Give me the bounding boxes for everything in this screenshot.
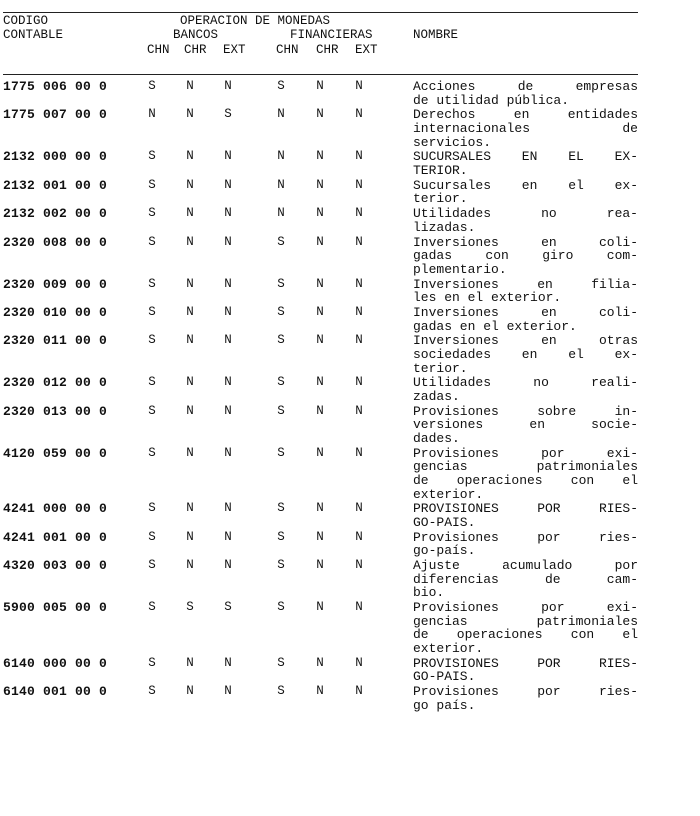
financieras-flag-chr: N	[316, 445, 324, 460]
account-name-line: PROVISIONES POR RIES-	[413, 501, 638, 517]
bancos-flag-ext: N	[224, 305, 232, 319]
account-name-line: versiones en socie-	[413, 417, 638, 433]
financieras-flag-ext: N	[355, 206, 363, 221]
account-code: 4241 000 00 0	[3, 501, 108, 517]
account-name	[413, 334, 638, 375]
financieras-flag-chn: N	[277, 206, 285, 221]
bancos-flag-chn: S	[148, 655, 156, 670]
bancos-flag-chn: S	[148, 501, 156, 516]
account-name-line: GO-PAIS.	[413, 514, 476, 530]
financieras-flag-chr: N	[316, 558, 324, 573]
account-code: 1775 006 00 0	[3, 79, 108, 94]
account-name-line: TERIOR.	[413, 162, 468, 178]
account-name	[413, 207, 638, 234]
bancos-flag-ext: N	[224, 276, 232, 291]
financieras-flag-ext: N	[355, 107, 363, 122]
bancos-flag-chr: N	[186, 333, 194, 348]
top-rule	[3, 12, 638, 13]
financieras-flag-ext: N	[355, 445, 363, 460]
financieras-flag-chn: S	[277, 305, 285, 319]
account-name-line: go país.	[413, 697, 476, 713]
financieras-flag-chr: N	[316, 79, 324, 93]
financieras-flag-chr: N	[316, 276, 324, 291]
bancos-flag-ext: N	[224, 206, 232, 221]
account-code: 2320 009 00 0	[3, 276, 108, 292]
account-name	[413, 601, 638, 655]
bancos-flag-chr: N	[186, 501, 194, 516]
bancos-flag-chr: S	[186, 600, 194, 615]
financieras-flag-chn: S	[277, 333, 285, 348]
header-financieras-chr: CHR	[316, 43, 339, 57]
bancos-flag-chn: S	[148, 600, 156, 615]
header-nombre: NOMBRE	[413, 28, 459, 42]
account-name-line: terior.	[413, 360, 468, 376]
bancos-flag-ext: N	[224, 177, 232, 192]
financieras-flag-chn: S	[277, 79, 285, 93]
bancos-flag-chn: S	[148, 333, 156, 348]
bancos-flag-chn: S	[148, 529, 156, 544]
account-name	[413, 447, 638, 501]
account-name-line: Provisiones sobre in-	[413, 403, 638, 419]
account-code: 2132 001 00 0	[3, 177, 108, 193]
header-financieras: FINANCIERAS	[290, 28, 373, 42]
financieras-flag-ext: N	[355, 177, 363, 192]
bancos-flag-ext: N	[224, 149, 232, 164]
header-financieras-ext: EXT	[355, 43, 378, 57]
financieras-flag-ext: N	[355, 529, 363, 544]
account-name-line: zadas.	[413, 388, 460, 404]
bancos-flag-ext: N	[224, 445, 232, 460]
account-name-line: de operaciones con el	[413, 472, 638, 488]
account-name-line: Acciones de empresas	[413, 79, 638, 94]
header-rule	[3, 74, 638, 75]
financieras-flag-chn: S	[277, 529, 285, 544]
bancos-flag-chn: S	[148, 276, 156, 291]
account-name-line: Sucursales en el ex-	[413, 177, 638, 193]
financieras-flag-ext: N	[355, 149, 363, 164]
bancos-flag-ext: N	[224, 79, 232, 93]
financieras-flag-chn: S	[277, 600, 285, 615]
account-name-line: plementario.	[413, 261, 507, 277]
account-name-line: gencias patrimoniales	[413, 613, 638, 629]
financieras-flag-ext: N	[355, 276, 363, 291]
bancos-flag-chr: N	[186, 79, 194, 93]
account-name	[413, 559, 638, 600]
financieras-flag-chn: S	[277, 234, 285, 249]
financieras-flag-chr: N	[316, 107, 324, 122]
bancos-flag-chr: N	[186, 445, 194, 460]
financieras-flag-ext: N	[355, 305, 363, 319]
header-bancos: BANCOS	[173, 28, 219, 42]
header-financieras-chn: CHN	[276, 43, 299, 57]
financieras-flag-chn: N	[277, 177, 285, 192]
account-name-line: Inversiones en coli-	[413, 305, 638, 320]
financieras-flag-chr: N	[316, 684, 324, 699]
financieras-flag-chn: S	[277, 375, 285, 390]
financieras-flag-chn: S	[277, 403, 285, 418]
financieras-flag-chn: S	[277, 655, 285, 670]
account-name-line: bio.	[413, 585, 445, 601]
account-name-line: de operaciones con el	[413, 627, 638, 643]
bancos-flag-ext: N	[224, 501, 232, 516]
bancos-flag-chr: N	[186, 529, 194, 544]
account-name-line: GO-PAIS.	[413, 669, 476, 685]
bancos-flag-chn: S	[148, 305, 156, 319]
bancos-flag-chn: S	[148, 234, 156, 249]
account-code: 2320 008 00 0	[3, 234, 108, 250]
account-name	[413, 405, 638, 446]
financieras-flag-ext: N	[355, 684, 363, 699]
financieras-flag-chr: N	[316, 375, 324, 390]
bancos-flag-ext: N	[224, 234, 232, 249]
account-name-line: les en el exterior.	[413, 290, 562, 306]
bancos-flag-chr: N	[186, 276, 194, 291]
account-name-line: Ajuste acumulado por	[413, 558, 638, 574]
financieras-flag-chn: S	[277, 276, 285, 291]
bancos-flag-ext: N	[224, 333, 232, 348]
financieras-flag-chn: S	[277, 558, 285, 573]
header-contable: CONTABLE	[3, 28, 64, 42]
account-name-line: dades.	[413, 430, 460, 446]
financieras-flag-chr: N	[316, 501, 324, 516]
bancos-flag-chn: S	[148, 558, 156, 573]
bancos-flag-ext: N	[224, 403, 232, 418]
account-name	[413, 150, 638, 177]
financieras-flag-chr: N	[316, 600, 324, 615]
financieras-flag-chn: N	[277, 107, 285, 122]
bancos-flag-chn: S	[148, 79, 156, 93]
financieras-flag-chr: N	[316, 529, 324, 544]
account-name-line: exterior.	[413, 640, 484, 656]
bancos-flag-chn: S	[148, 206, 156, 221]
bancos-flag-chr: N	[186, 149, 194, 164]
account-name-line: diferencias de cam-	[413, 571, 638, 587]
account-code: 2320 012 00 0	[3, 375, 108, 391]
account-name-line: exterior.	[413, 486, 484, 502]
bancos-flag-ext: N	[224, 529, 232, 544]
bancos-flag-chr: N	[186, 403, 194, 418]
account-name-line: internacionales de	[413, 120, 638, 136]
financieras-flag-chn: S	[277, 501, 285, 516]
account-name-line: terior.	[413, 191, 468, 207]
account-name	[413, 306, 638, 333]
account-code: 2132 002 00 0	[3, 206, 108, 222]
header-bancos-chn: CHN	[147, 43, 170, 57]
financieras-flag-ext: N	[355, 403, 363, 418]
financieras-flag-ext: N	[355, 79, 363, 93]
account-name	[413, 376, 638, 403]
financieras-flag-chn: S	[277, 684, 285, 699]
account-code: 2320 011 00 0	[3, 333, 108, 349]
account-code: 6140 000 00 0	[3, 655, 108, 671]
bancos-flag-chn: S	[148, 684, 156, 699]
bancos-flag-chn: S	[148, 375, 156, 390]
bancos-flag-ext: N	[224, 558, 232, 573]
account-name	[413, 108, 638, 149]
account-name-line: Inversiones en filia-	[413, 276, 638, 292]
account-name-line: SUCURSALES EN EL EX-	[413, 149, 638, 165]
account-code: 2320 013 00 0	[3, 403, 108, 419]
bancos-flag-chr: N	[186, 558, 194, 573]
financieras-flag-chr: N	[316, 655, 324, 670]
account-name-line: Provisiones por exi-	[413, 445, 638, 461]
bancos-flag-chr: N	[186, 655, 194, 670]
bancos-flag-chr: N	[186, 177, 194, 192]
financieras-flag-chr: N	[316, 234, 324, 249]
financieras-flag-ext: N	[355, 655, 363, 670]
account-name-line: go-país.	[413, 543, 476, 559]
account-name-line: gencias patrimoniales	[413, 459, 638, 475]
financieras-flag-ext: N	[355, 333, 363, 348]
account-name-line: Derechos en entidades	[413, 107, 638, 123]
bancos-flag-chn: S	[148, 177, 156, 192]
account-name-line: Utilidades no rea-	[413, 206, 638, 222]
financieras-flag-chr: N	[316, 149, 324, 164]
account-name-line: de utilidad pública.	[413, 92, 570, 108]
account-name	[413, 236, 638, 277]
account-name-line: Provisiones por ries-	[413, 529, 638, 545]
account-name-line: lizadas.	[413, 219, 476, 235]
account-name	[413, 657, 638, 684]
financieras-flag-chn: N	[277, 149, 285, 164]
account-name	[413, 278, 638, 305]
account-code: 2320 010 00 0	[3, 305, 108, 320]
header-bancos-chr: CHR	[184, 43, 207, 57]
header-operacion: OPERACION DE MONEDAS	[180, 14, 331, 28]
bancos-flag-chn: S	[148, 445, 156, 460]
bancos-flag-ext: N	[224, 684, 232, 699]
account-name	[413, 502, 638, 529]
bancos-flag-chr: N	[186, 684, 194, 699]
account-name-line: Provisiones por exi-	[413, 600, 638, 616]
bancos-flag-chr: N	[186, 234, 194, 249]
account-name-line: servicios.	[413, 134, 492, 150]
financieras-flag-ext: N	[355, 375, 363, 390]
account-name-line: sociedades en el ex-	[413, 346, 638, 362]
account-code: 4320 003 00 0	[3, 558, 108, 574]
bancos-flag-ext: N	[224, 375, 232, 390]
account-name	[413, 80, 638, 107]
bancos-flag-chr: N	[186, 305, 194, 319]
account-name-line: gadas con giro com-	[413, 248, 638, 264]
account-name-line: gadas en el exterior.	[413, 318, 577, 334]
financieras-flag-ext: N	[355, 501, 363, 516]
bancos-flag-chn: N	[148, 107, 156, 122]
financieras-flag-chr: N	[316, 206, 324, 221]
financieras-flag-ext: N	[355, 234, 363, 249]
bancos-flag-chr: N	[186, 375, 194, 390]
financieras-flag-chr: N	[316, 333, 324, 348]
financieras-flag-ext: N	[355, 558, 363, 573]
bancos-flag-ext: N	[224, 655, 232, 670]
account-name-line: Inversiones en coli-	[413, 234, 638, 250]
financieras-flag-ext: N	[355, 600, 363, 615]
account-name	[413, 685, 638, 712]
header-codigo: CODIGO	[3, 14, 49, 28]
account-code: 4120 059 00 0	[3, 445, 108, 461]
financieras-flag-chr: N	[316, 403, 324, 418]
account-code: 2132 000 00 0	[3, 149, 108, 165]
account-code: 5900 005 00 0	[3, 600, 108, 616]
bancos-flag-chn: S	[148, 403, 156, 418]
bancos-flag-chr: N	[186, 107, 194, 122]
bancos-flag-ext: S	[224, 107, 232, 122]
account-name	[413, 531, 638, 558]
bancos-flag-chr: N	[186, 206, 194, 221]
financieras-flag-chr: N	[316, 305, 324, 319]
account-code: 1775 007 00 0	[3, 107, 108, 123]
account-code: 6140 001 00 0	[3, 684, 108, 700]
financieras-flag-chr: N	[316, 177, 324, 192]
bancos-flag-ext: S	[224, 600, 232, 615]
account-name-line: Provisiones por ries-	[413, 684, 638, 700]
account-name-line: PROVISIONES POR RIES-	[413, 655, 638, 671]
bancos-flag-chn: S	[148, 149, 156, 164]
header-bancos-ext: EXT	[223, 43, 246, 57]
account-name-line: Utilidades no reali-	[413, 375, 638, 391]
account-name	[413, 179, 638, 206]
account-name-line: Inversiones en otras	[413, 333, 638, 349]
financieras-flag-chn: S	[277, 445, 285, 460]
account-code: 4241 001 00 0	[3, 529, 108, 545]
